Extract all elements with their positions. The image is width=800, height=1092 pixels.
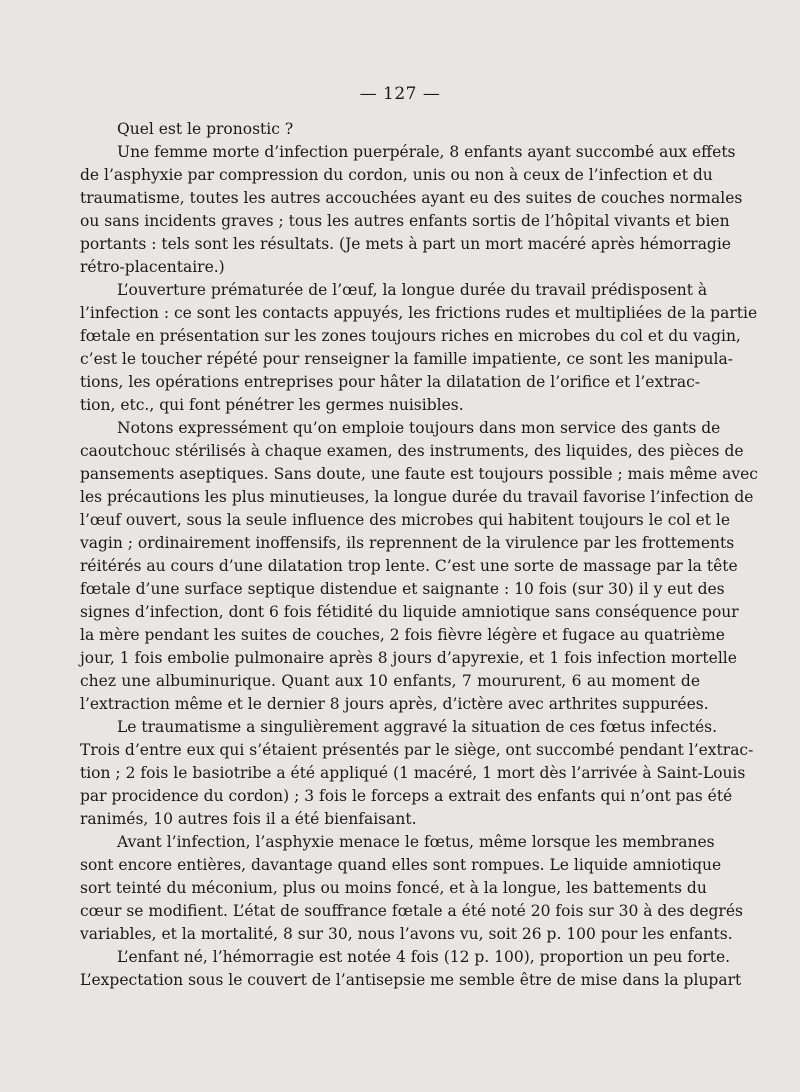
text-line: cœur se modifient. L’état de souffrance fœtale a été noté 20 fois sur 30 à des degrés — [80, 902, 743, 920]
body-text — [80, 118, 758, 992]
text-line: Une femme morte d’infection puerpérale, 8 enfants ayant succombé aux effets — [117, 143, 736, 161]
text-line: Notons expressément qu’on emploie toujours dans mon service des gants de — [117, 419, 721, 437]
text-line: l’œuf ouvert, sous la seule influence des microbes qui habitent toujours le col et le — [80, 511, 731, 529]
text-line: fœtale d’une surface septique distendue et saignante : 10 fois (sur 30) il y eut des — [80, 580, 725, 598]
text-line: traumatisme, toutes les autres accouchées ayant eu des suites de couches normales — [80, 189, 743, 207]
text-line: Le traumatisme a singulièrement aggravé la situation de ces fœtus infectés. — [117, 718, 718, 736]
text-line: réitérés au cours d’une dilatation trop lente. C’est une sorte de massage par la tête — [80, 557, 738, 575]
text-line: ou sans incidents graves ; tous les autres enfants sortis de l’hôpital vivants et bien — [80, 212, 730, 230]
text-line: caoutchouc stérilisés à chaque examen, des instruments, des liquides, des pièces de — [80, 442, 744, 460]
text-line: les précautions les plus minutieuses, la longue durée du travail favorise l’infection de — [80, 488, 754, 506]
text-line: tion, etc., qui font pénétrer les germes nuisibles. — [80, 396, 464, 414]
text-line: portants : tels sont les résultats. (Je mets à part un mort macéré après hémorragie — [80, 235, 731, 253]
text-line: L’enfant né, l’hémorragie est notée 4 fois (12 p. 100), proportion un peu forte. — [117, 948, 731, 966]
text-line: tion ; 2 fois le basiotribe a été appliqué (1 macéré, 1 mort dès l’arrivée à Saint-Louis — [80, 764, 746, 782]
text-line: par procidence du cordon) ; 3 fois le forceps a extrait des enfants qui n’ont pas été — [80, 787, 733, 805]
text-line: Quel est le pronostic ? — [117, 120, 294, 138]
text-line: rétro-placentaire.) — [80, 258, 225, 276]
text-line: jour, 1 fois embolie pulmonaire après 8 jours d’apyrexie, et 1 fois infection mortelle — [80, 649, 737, 667]
text-line: fœtale en présentation sur les zones toujours riches en microbes du col et du vagin, — [80, 327, 741, 345]
text-line: L’ouverture prématurée de l’œuf, la longue durée du travail prédisposent à — [117, 281, 708, 299]
page-number: — 127 — — [359, 84, 441, 104]
text-line: Avant l’infection, l’asphyxie menace le fœtus, même lorsque les membranes — [117, 833, 715, 851]
text-line: l’infection : ce sont les contacts appuyés, les frictions rudes et multipliées de la partie — [80, 304, 758, 322]
text-line: de l’asphyxie par compression du cordon, unis ou non à ceux de l’infection et du — [80, 166, 713, 184]
text-line: Trois d’entre eux qui s’étaient présentés par le siège, ont succombé pendant l’extrac- — [80, 741, 754, 759]
text-line: sont encore entières, davantage quand elles sont rompues. Le liquide amniotique — [80, 856, 722, 874]
text-line: signes d’infection, dont 6 fois fétidité du liquide amniotique sans conséquence pour — [80, 603, 739, 621]
text-line: pansements aseptiques. Sans doute, une faute est toujours possible ; mais même avec — [80, 465, 758, 483]
text-line: tions, les opérations entreprises pour hâter la dilatation de l’orifice et l’extrac- — [80, 373, 700, 391]
text-line: la mère pendant les suites de couches, 2 fois fièvre légère et fugace au quatrième — [80, 626, 725, 644]
text-line: chez une albuminurique. Quant aux 10 enfants, 7 moururent, 6 au moment de — [80, 672, 700, 690]
text-line: vagin ; ordinairement inoffensifs, ils reprennent de la virulence par les frottements — [80, 534, 735, 552]
text-line: ranimés, 10 autres fois il a été bienfaisant. — [80, 810, 417, 828]
text-line: L’expectation sous le couvert de l’antisepsie me semble être de mise dans la plupart — [80, 971, 742, 989]
text-line: l’extraction même et le dernier 8 jours après, d’ictère avec arthrites suppurées. — [80, 695, 709, 713]
text-line: sort teinté du méconium, plus ou moins foncé, et à la longue, les battements du — [80, 879, 707, 897]
text-line: c’est le toucher répété pour renseigner la famille impatiente, ce sont les manipula- — [80, 350, 733, 368]
text-line: variables, et la mortalité, 8 sur 30, nous l’avons vu, soit 26 p. 100 pour les enfants. — [80, 925, 733, 943]
